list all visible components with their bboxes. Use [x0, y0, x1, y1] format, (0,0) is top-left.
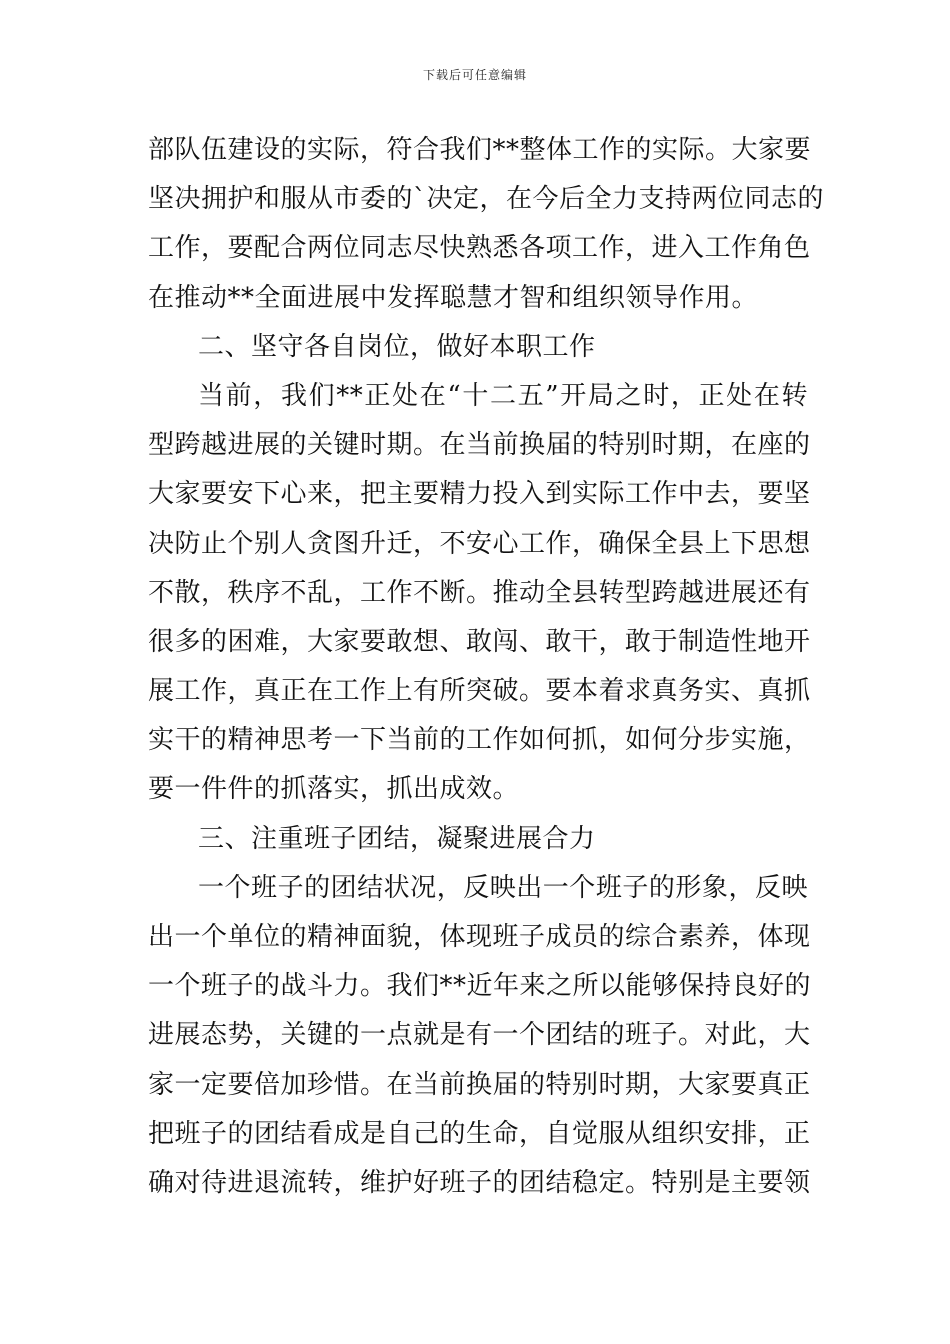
text-line: 部队伍建设的实际，符合我们**整体工作的实际。大家要 [148, 135, 812, 165]
document-body [148, 126, 825, 1208]
text-line: 在推动**全面进展中发挥聪慧才智和组织领导作用。 [148, 282, 759, 313]
text-line: 一个班子的团结状况，反映出一个班子的形象，反映 [198, 872, 808, 903]
text-line: 家一定要倍加珍惜。在当前换届的特别时期，大家要真正 [148, 1069, 811, 1100]
page-header-note: 下载后可任意编辑 [422, 68, 527, 82]
text-line: 三、注重班子团结，凝聚进展合力 [198, 823, 596, 854]
text-line: 进展态势，关键的一点就是有一个团结的班子。对此，大 [148, 1020, 811, 1051]
text-line: 坚决拥护和服从市委的`决定，在今后全力支持两位同志的 [148, 184, 825, 215]
text-line: 把班子的团结看成是自己的生命，自觉服从组织安排，正 [148, 1118, 811, 1149]
text-line: 当前，我们**正处在“十二五”开局之时，正处在转 [198, 380, 808, 411]
text-line: 一个班子的战斗力。我们**近年来之所以能够保持良好的 [148, 971, 812, 1002]
text-line: 大家要安下心来，把主要精力投入到实际工作中去，要坚 [148, 479, 811, 510]
text-line: 不散，秩序不乱，工作不断。推动全县转型跨越进展还有 [148, 577, 811, 608]
text-line: 工作，要配合两位同志尽快熟悉各项工作，进入工作角色 [148, 233, 811, 264]
text-line: 型跨越进展的关键时期。在当前换届的特别时期，在座的 [148, 430, 811, 461]
text-line: 决防止个别人贪图升迁，不安心工作，确保全县上下思想 [148, 528, 811, 559]
text-line: 很多的困难，大家要敢想、敢闯、敢干，敢于制造性地开 [148, 626, 811, 657]
text-line: 展工作，真正在工作上有所突破。要本着求真务实、真抓 [148, 676, 811, 707]
text-line: 要一件件的抓落实，抓出成效。 [148, 774, 520, 805]
text-line: 确对待进退流转，维护好班子的团结稳定。特别是主要领 [148, 1167, 811, 1198]
text-line: 出一个单位的精神面貌，体现班子成员的综合素养，体现 [148, 922, 811, 952]
text-line: 二、坚守各自岗位，做好本职工作 [198, 331, 596, 362]
text-line: 实干的精神思考一下当前的工作如何抓，如何分步实施， [148, 725, 811, 756]
